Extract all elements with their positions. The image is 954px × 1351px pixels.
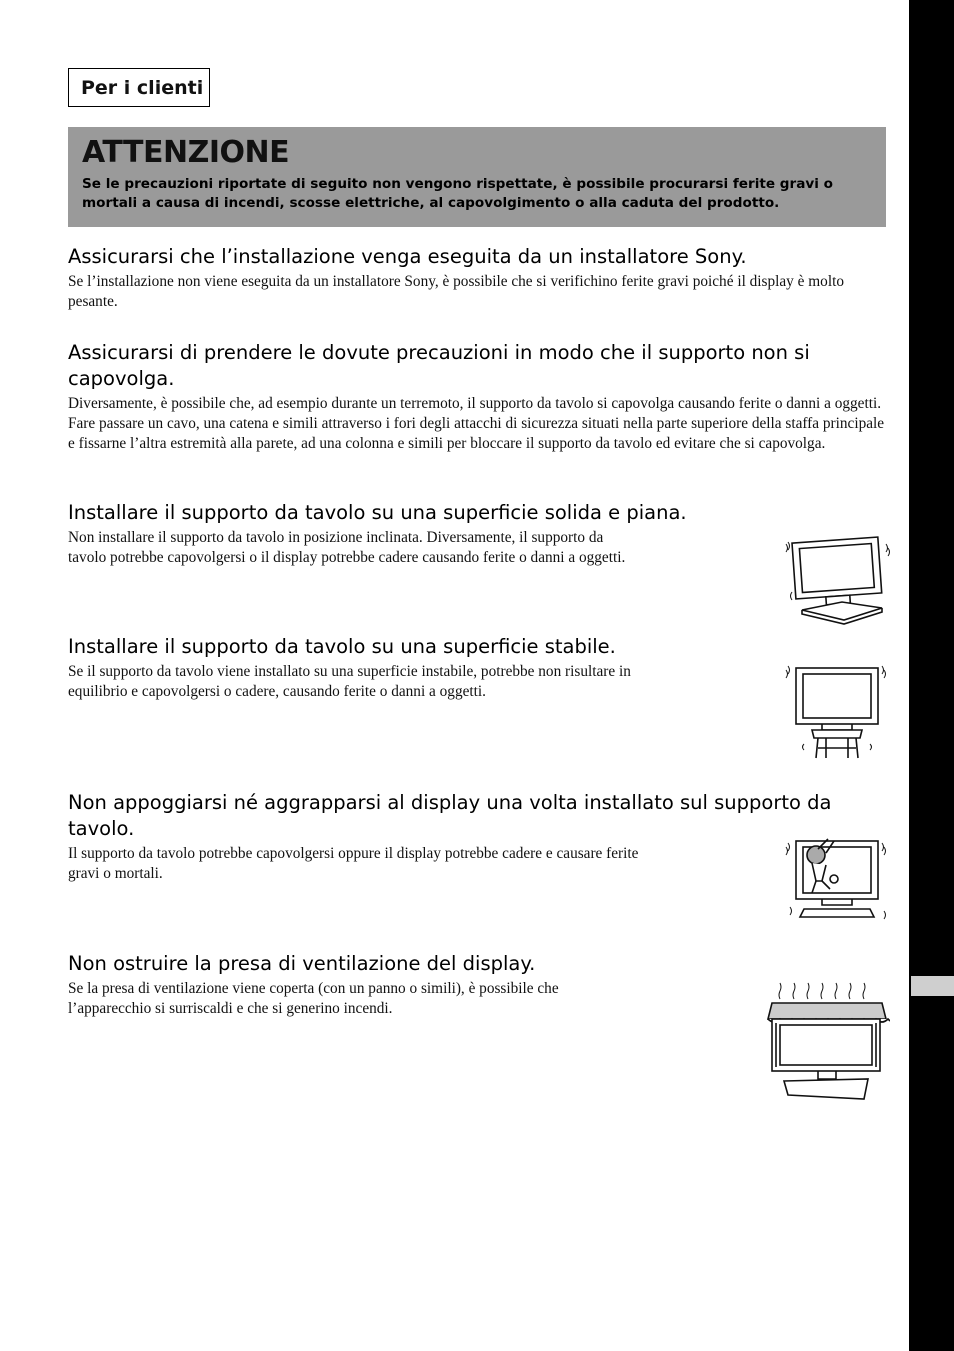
section-body: Diversamente, è possibile che, ad esempio durante un terremoto, il supporto da tavolo si capovolga causando ferite o danni a oggetti. Fare passare un cavo, una catena e simili attraverso i fori degli attacchi di sicurezza situati nella parte superiore della staffa principale e fissarne l’altra estremità alla parete, ad una colonna e simili per bloccare il supporto da tavolo ed evitare che si capovolga.	[68, 395, 885, 452]
section-heading: Assicurarsi di prendere le dovute precauzioni in modo che il supporto non si capovolga.	[68, 341, 810, 390]
section-stable-surface	[68, 634, 888, 702]
section-body: Se l’installazione non viene eseguita da un installatore Sony, è possibile che si verifichino ferite gravi poiché il display è molto pesante.	[68, 273, 844, 310]
warning-title: ATTENZIONE	[82, 135, 290, 170]
section-heading: Assicurarsi che l’installazione venga eseguita da un installatore Sony.	[68, 245, 747, 268]
covered-vent-illustration	[764, 975, 890, 1105]
warning-text: Se le precauzioni riportate di seguito non vengono rispettate, è possibile procurarsi ferite gravi o mortali a causa di incendi, scosse elettriche, al capovolgimento o alla caduta del prodotto.	[82, 176, 834, 211]
section-body: Se la presa di ventilazione viene coperta (con un panno o simili), è possibile che l’apparecchio si surriscaldi e che si generino incendi.	[68, 980, 559, 1017]
language-tab-marker	[911, 976, 954, 996]
section-installer	[68, 244, 888, 312]
unstable-surface-illustration	[782, 660, 892, 760]
page-edge-bar	[909, 0, 954, 1351]
section-heading: Non ostruire la presa di ventilazione del display.	[68, 952, 536, 975]
section-no-leaning	[68, 790, 888, 884]
section-heading: Installare il supporto da tavolo su una superficie stabile.	[68, 635, 616, 658]
section-flat-surface	[68, 500, 888, 568]
section-heading: Installare il supporto da tavolo su una superficie solida e piana.	[68, 501, 687, 524]
person-hanging-illustration	[782, 835, 892, 930]
warning-box	[68, 127, 886, 227]
section-anti-tip	[68, 340, 888, 454]
section-heading: Non appoggiarsi né aggrapparsi al display una volta installato sul supporto da tavolo.	[68, 791, 832, 840]
section-body: Non installare il supporto da tavolo in posizione inclinata. Diversamente, il supporto da tavolo potrebbe capovolgersi o il display potrebbe cadere causando ferite o danni a oggetti.	[68, 529, 626, 566]
audience-label: Per i clienti	[68, 68, 210, 107]
section-body: Il supporto da tavolo potrebbe capovolgersi oppure il display potrebbe cadere e causare ferite gravi o mortali.	[68, 845, 639, 882]
section-body: Se il supporto da tavolo viene installato su una superficie instabile, potrebbe non risultare in equilibrio e capovolgersi o cadere, causando ferite o danni a oggetti.	[68, 663, 631, 700]
tilted-display-illustration	[782, 530, 892, 626]
